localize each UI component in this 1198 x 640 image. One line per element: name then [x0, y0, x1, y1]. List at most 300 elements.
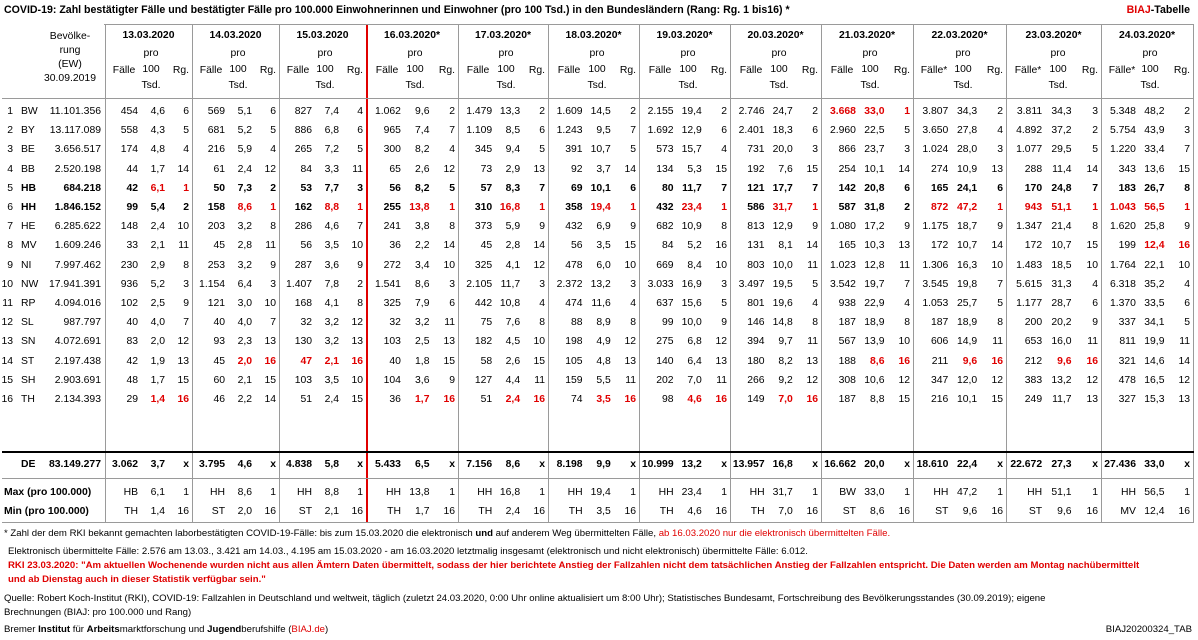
cell-cases: 188: [838, 355, 856, 367]
cell-rank: 4: [1184, 278, 1190, 290]
cell-rank: 15: [264, 374, 276, 386]
header-pro-100: 100: [679, 64, 697, 75]
cell-cases: 310: [474, 202, 493, 213]
cell-cases: 134: [656, 163, 674, 175]
cell-rank: 1: [1092, 202, 1098, 213]
cell-cases: 187: [931, 317, 949, 329]
cell-per-100k: 35,2: [1144, 278, 1165, 290]
cell-cases: 180: [747, 355, 765, 367]
cell-per-100k: 7,6: [505, 317, 521, 329]
cell-cases: 98: [662, 394, 674, 405]
cell-per-100k: 1,7: [415, 394, 430, 405]
max-rank: 1: [449, 487, 455, 498]
cell-per-100k: 13,6: [1144, 163, 1165, 175]
row-number: 11: [2, 298, 13, 309]
cell-rank: 3: [357, 182, 363, 194]
cell-per-100k: 6,4: [687, 355, 702, 367]
cell-cases: 586: [747, 202, 765, 213]
total-per-100k: 6,5: [415, 459, 430, 470]
total-cases: 7.156: [466, 459, 493, 470]
cell-rank: 4: [812, 298, 818, 309]
row-population: 6.285.622: [54, 221, 101, 233]
total-rank: x: [183, 459, 189, 470]
max-value: 6,1: [150, 487, 166, 498]
cell-rank: 14: [1086, 163, 1098, 175]
row-state-code: NW: [21, 278, 39, 290]
cell-cases: 1.243: [556, 125, 583, 137]
cell-per-100k: 3,4: [415, 259, 430, 271]
header-date-11: 23.03.2020*: [1025, 30, 1082, 41]
cell-cases: 1.154: [199, 278, 226, 290]
cell-rank: 5: [357, 144, 363, 156]
cell-cases: 42: [126, 355, 139, 367]
min-state: MV: [1120, 506, 1136, 517]
cell-cases: 3.811: [1016, 106, 1043, 117]
header-pro-100: Tsd.: [228, 80, 248, 91]
cell-cases: 50: [213, 182, 226, 194]
header-faelle: Fälle: [648, 65, 672, 76]
row-state-code: TH: [21, 394, 35, 405]
cell-per-100k: 23,4: [681, 202, 702, 213]
row-number: 1: [7, 106, 13, 117]
cell-cases: 3.542: [829, 278, 856, 290]
cell-per-100k: 48,2: [1144, 106, 1165, 117]
header-pro-100: Tsd.: [315, 80, 335, 91]
row-state-code: HB: [21, 182, 37, 194]
cell-per-100k: 7,3: [237, 182, 253, 194]
cell-rank: 8: [270, 221, 276, 233]
cell-cases: 391: [565, 144, 583, 156]
cell-cases: 345: [474, 144, 493, 156]
cell-cases: 1.109: [466, 125, 493, 137]
min-state: ST: [298, 506, 313, 517]
cell-per-100k: 16,8: [499, 202, 521, 213]
header-pro-100: 100: [770, 64, 788, 75]
cell-cases: 130: [294, 336, 313, 348]
cell-rank: 5: [812, 278, 818, 290]
cell-per-100k: 18,9: [864, 317, 885, 329]
cell-rank: 8: [1184, 182, 1190, 194]
cell-rank: 13: [177, 355, 189, 367]
cell-rank: 6: [630, 182, 636, 194]
total-rank: x: [357, 459, 363, 470]
cell-cases: 5.348: [1109, 106, 1136, 117]
cell-rank: 10: [715, 259, 727, 271]
min-rank: 16: [351, 506, 363, 517]
cell-cases: 187: [838, 317, 856, 329]
page-title: COVID-19: Zahl bestätigter Fälle und bestätigter Fälle pro 100.000 Einwohnerinnen und Einwohner (pro 100 Tsd.) in den Bundesländern (Rang: Rg. 1 bis16) *: [4, 4, 790, 16]
cell-cases: 4.892: [1016, 125, 1043, 137]
cell-rank: 1: [449, 202, 455, 213]
total-rank: x: [997, 459, 1003, 470]
cell-cases: 275: [656, 336, 674, 348]
cell-per-100k: 2,9: [150, 259, 166, 271]
max-value: 19,4: [590, 487, 611, 498]
cell-rank: 13: [806, 355, 818, 367]
cell-per-100k: 10,7: [590, 144, 611, 156]
cell-rank: 4: [449, 144, 455, 156]
header-date-7: 19.03.2020*: [656, 30, 713, 41]
header-pro-100: Tsd.: [860, 80, 880, 91]
cell-rank: 1: [357, 202, 363, 213]
cell-rank: 8: [1092, 221, 1098, 233]
row-population: 3.656.517: [54, 144, 101, 156]
header-faelle: Fälle*: [1108, 65, 1136, 76]
total-per-100k: 33,0: [1144, 459, 1165, 470]
cell-cases: 3.497: [738, 278, 765, 290]
row-population: 987.797: [63, 317, 101, 329]
header-date-8: 20.03.2020*: [747, 30, 804, 41]
cell-rank: 1: [183, 182, 189, 194]
cell-per-100k: 9,4: [505, 144, 521, 156]
cell-per-100k: 4,3: [150, 125, 166, 137]
cell-rank: 5: [449, 182, 455, 194]
max-value: 13,8: [409, 487, 430, 498]
max-rank: 1: [357, 487, 363, 498]
cell-rank: 15: [991, 394, 1003, 405]
cell-per-100k: 7,9: [415, 298, 430, 309]
cell-rank: 9: [904, 221, 910, 233]
cell-per-100k: 10,1: [956, 394, 978, 405]
cell-per-100k: 2,2: [415, 240, 430, 252]
cell-rank: 3: [630, 278, 636, 290]
cell-per-100k: 19,6: [772, 298, 793, 309]
cell-per-100k: 19,9: [1144, 336, 1165, 348]
row-state-code: BW: [21, 106, 38, 117]
cell-rank: 7: [721, 182, 727, 194]
header-rank: Rg.: [801, 65, 818, 76]
cell-rank: 16: [715, 240, 727, 252]
max-value: 51,1: [1051, 487, 1072, 498]
cell-rank: 15: [177, 374, 189, 386]
cell-rank: 11: [1087, 336, 1098, 348]
cell-per-100k: 19,5: [772, 278, 793, 290]
cell-rank: 8: [357, 298, 363, 309]
cell-per-100k: 20,8: [864, 182, 885, 194]
cell-rank: 6: [904, 182, 910, 194]
cell-per-100k: 2,8: [237, 240, 253, 252]
min-value: 1,4: [150, 506, 166, 517]
cell-rank: 14: [991, 240, 1003, 252]
cell-rank: 4: [630, 298, 636, 309]
cell-cases: 80: [662, 182, 674, 194]
header-rank: Rg.: [438, 65, 455, 76]
cell-rank: 6: [539, 125, 545, 137]
cell-per-100k: 3,2: [237, 221, 253, 233]
cell-cases: 327: [1118, 394, 1136, 405]
cell-cases: 813: [747, 221, 765, 233]
cell-rank: 16: [533, 394, 545, 405]
cell-cases: 146: [747, 317, 765, 329]
row-population: 1.609.246: [54, 240, 101, 252]
header-pro-100: Tsd.: [678, 80, 698, 91]
cell-cases: 56: [300, 240, 313, 252]
min-state: TH: [124, 506, 139, 517]
cell-per-100k: 6,0: [596, 259, 611, 271]
total-per-100k: 13,2: [681, 459, 702, 470]
cell-cases: 669: [656, 259, 674, 271]
cell-per-100k: 4,6: [324, 221, 340, 233]
cell-rank: 10: [898, 336, 910, 348]
cell-rank: 6: [1092, 298, 1098, 309]
max-state: HH: [1027, 487, 1043, 498]
cell-cases: 432: [565, 221, 583, 233]
cell-cases: 42: [126, 182, 139, 194]
cell-rank: 5: [997, 298, 1003, 309]
total-cases: 5.433: [374, 459, 401, 470]
cell-per-100k: 6,8: [687, 336, 702, 348]
cell-per-100k: 4,0: [237, 317, 253, 329]
cell-cases: 159: [565, 374, 583, 386]
total-cases: 16.662: [824, 459, 856, 470]
min-value: 2,0: [237, 506, 253, 517]
header-rank: Rg.: [619, 65, 636, 76]
total-rank: x: [449, 459, 455, 470]
cell-cases: 73: [480, 163, 493, 175]
cell-per-100k: 9,6: [962, 355, 978, 367]
cell-cases: 587: [838, 202, 856, 213]
cell-per-100k: 31,3: [1051, 278, 1072, 290]
cell-per-100k: 9,6: [1057, 355, 1072, 367]
min-rank: 16: [715, 506, 727, 517]
total-per-100k: 4,6: [237, 459, 253, 470]
cell-cases: 3.668: [829, 106, 856, 117]
cell-rank: 16: [991, 355, 1003, 367]
cell-rank: 3: [1184, 125, 1190, 137]
cell-rank: 1: [812, 202, 818, 213]
cell-per-100k: 7,0: [687, 374, 702, 386]
cell-per-100k: 12,0: [956, 374, 978, 386]
cell-rank: 3: [449, 278, 455, 290]
row-number: 14: [1, 355, 13, 367]
cell-rank: 16: [624, 394, 636, 405]
cell-rank: 5: [1184, 317, 1190, 329]
cell-rank: 1: [1184, 202, 1190, 213]
cell-per-100k: 2,1: [150, 240, 166, 252]
cell-per-100k: 8,8: [324, 202, 340, 213]
cell-cases: 61: [213, 163, 226, 175]
cell-cases: 58: [480, 355, 493, 367]
header-pro-100: 100: [1049, 64, 1067, 75]
max-value: 8,8: [324, 487, 340, 498]
header-faelle: Fälle: [830, 65, 854, 76]
cell-cases: 165: [838, 240, 856, 252]
header-pro-100: pro: [1142, 48, 1158, 59]
min-state: ST: [1028, 506, 1043, 517]
cell-per-100k: 2,5: [415, 336, 430, 348]
cell-cases: 45: [213, 240, 226, 252]
cell-rank: 7: [997, 278, 1003, 290]
cell-per-100k: 7,7: [324, 182, 340, 194]
cell-per-100k: 13,2: [590, 278, 611, 290]
cell-cases: 1.479: [466, 106, 493, 117]
min-value: 7,0: [778, 506, 793, 517]
cell-per-100k: 16,5: [1144, 374, 1165, 386]
footnote-2: Elektronisch übermittelte Fälle: 2.576 am 13.03., 3.421 am 14.03., 4.195 am 15.03.2020 - am 16.03.2020 letztmalig insgesamt (elektronisch und nicht elektronisch) übermittelte Fälle: 6.012.: [8, 546, 808, 557]
cell-rank: 10: [264, 298, 276, 309]
cell-per-100k: 4,1: [324, 298, 340, 309]
cell-per-100k: 8,8: [870, 394, 885, 405]
min-value: 4,6: [687, 506, 702, 517]
cell-cases: 938: [838, 298, 856, 309]
cell-per-100k: 22,1: [1144, 259, 1165, 271]
cell-per-100k: 8,6: [870, 355, 885, 367]
cell-cases: 325: [474, 259, 493, 271]
cell-cases: 637: [656, 298, 674, 309]
total-cases: 13.957: [732, 459, 765, 470]
cell-rank: 2: [449, 106, 455, 117]
cell-cases: 965: [383, 125, 401, 137]
cell-cases: 1.347: [1016, 221, 1043, 233]
cell-rank: 12: [1086, 374, 1098, 386]
cell-rank: 15: [443, 355, 455, 367]
cell-rank: 7: [1092, 182, 1098, 194]
row-number: 3: [7, 144, 13, 156]
cell-rank: 7: [449, 125, 455, 137]
cell-rank: 3: [721, 278, 727, 290]
footnote-3: RKI 23.03.2020: "Am aktuellen Wochenende wurden nicht aus allen Ämtern Daten übermittelt, sodass der hier berichtete Anstieg der Fallzahlen nicht dem tatsächlichen Anstieg der Fallzahlen entspricht. Die Daten werden am Montag nachübermittelt: [8, 560, 1140, 571]
cell-cases: 1.077: [1016, 144, 1043, 156]
max-state: HH: [210, 487, 226, 498]
cell-rank: 1: [539, 202, 545, 213]
cell-cases: 249: [1024, 394, 1043, 405]
cell-per-100k: 16,0: [1051, 336, 1072, 348]
header-faelle: Fälle*: [1014, 65, 1042, 76]
cell-rank: 2: [539, 106, 545, 117]
max-state: HH: [297, 487, 313, 498]
cell-cases: 1.023: [829, 259, 856, 271]
cell-per-100k: 2,5: [150, 298, 166, 309]
cell-per-100k: 9,6: [415, 106, 430, 117]
cell-per-100k: 24,1: [956, 182, 978, 194]
cell-per-100k: 18,9: [956, 317, 978, 329]
cell-per-100k: 29,5: [1051, 144, 1072, 156]
max-state: HH: [749, 487, 765, 498]
cell-rank: 12: [264, 163, 276, 175]
cell-cases: 84: [300, 163, 313, 175]
min-state: TH: [568, 506, 583, 517]
cell-per-100k: 4,0: [150, 317, 166, 329]
cell-cases: 321: [1118, 355, 1136, 367]
cell-cases: 606: [931, 336, 949, 348]
cell-rank: 6: [357, 125, 363, 137]
cell-per-100k: 1,9: [150, 355, 166, 367]
cell-rank: 2: [183, 202, 189, 213]
max-value: 16,8: [499, 487, 521, 498]
cell-cases: 202: [656, 374, 674, 386]
cell-per-100k: 14,9: [956, 336, 978, 348]
cell-rank: 14: [1178, 355, 1190, 367]
cell-per-100k: 2,4: [237, 163, 253, 175]
cell-rank: 12: [991, 374, 1003, 386]
header-pro-100: pro: [1050, 48, 1066, 59]
cell-per-100k: 5,4: [150, 202, 166, 213]
cell-rank: 3: [812, 144, 818, 156]
cell-cases: 212: [1024, 355, 1043, 367]
cell-cases: 3.650: [922, 125, 949, 137]
cell-per-100k: 16,3: [956, 259, 978, 271]
cell-per-100k: 33,0: [864, 106, 885, 117]
cell-per-100k: 1,8: [415, 355, 430, 367]
cell-per-100k: 22,9: [864, 298, 885, 309]
total-rank: x: [721, 459, 727, 470]
header-pro-100: Tsd.: [769, 80, 789, 91]
cell-rank: 14: [443, 240, 455, 252]
footnote-4: und ab Dienstag auch in dieser Statistik verfügbar sein.": [8, 574, 266, 585]
cell-rank: 14: [264, 394, 276, 405]
cell-per-100k: 2,1: [324, 355, 340, 367]
cell-cases: 168: [294, 298, 313, 309]
row-number: 15: [1, 374, 13, 386]
cell-rank: 15: [806, 163, 818, 175]
cell-per-100k: 8,9: [596, 317, 611, 329]
cell-cases: 187: [838, 394, 856, 405]
table-bottom-line: [2, 522, 1194, 523]
cell-per-100k: 10,9: [956, 163, 978, 175]
cell-per-100k: 5,3: [687, 163, 702, 175]
cell-rank: 5: [630, 144, 636, 156]
max-rank: 1: [721, 487, 727, 498]
cell-per-100k: 5,2: [687, 240, 702, 252]
cell-cases: 148: [120, 221, 139, 233]
cell-rank: 16: [1086, 355, 1098, 367]
max-state: HH: [477, 487, 493, 498]
cell-cases: 174: [120, 144, 139, 156]
header-pro-100: Tsd.: [405, 80, 425, 91]
cell-per-100k: 15,6: [681, 298, 702, 309]
cell-cases: 373: [474, 221, 493, 233]
row-number: 7: [7, 221, 13, 233]
cell-per-100k: 7,0: [778, 394, 793, 405]
max-rank: 1: [904, 487, 910, 498]
header-date-4: 16.03.2020*: [383, 30, 441, 41]
cell-cases: 3.545: [922, 278, 949, 290]
row-population: 684.218: [63, 182, 101, 194]
cell-cases: 347: [931, 374, 949, 386]
total-per-100k: 22,4: [956, 459, 978, 470]
cell-cases: 2.401: [738, 125, 765, 137]
cell-cases: 102: [120, 298, 139, 309]
cell-cases: 653: [1024, 336, 1043, 348]
cell-rank: 16: [443, 394, 455, 405]
header-pro-100: Tsd.: [141, 80, 161, 91]
cell-cases: 253: [207, 259, 226, 271]
cell-rank: 11: [534, 374, 545, 386]
max-value: 33,0: [864, 487, 885, 498]
cell-rank: 6: [997, 182, 1003, 194]
cell-cases: 358: [565, 202, 583, 213]
cell-per-100k: 2,3: [237, 336, 253, 348]
cell-per-100k: 13,8: [409, 202, 430, 213]
cell-rank: 11: [352, 163, 363, 175]
row-number: 13: [1, 336, 13, 348]
cell-cases: 943: [1024, 202, 1043, 213]
cell-cases: 45: [480, 240, 493, 252]
header-population-line: (EW): [58, 59, 82, 70]
max-rank: 1: [630, 487, 636, 498]
cell-per-100k: 9,7: [778, 336, 793, 348]
cell-cases: 288: [1024, 163, 1043, 175]
cell-rank: 10: [351, 240, 363, 252]
cell-rank: 3: [539, 278, 545, 290]
cell-rank: 13: [351, 336, 363, 348]
total-rank: x: [630, 459, 636, 470]
cell-rank: 10: [177, 221, 189, 233]
cell-cases: 199: [1118, 240, 1136, 252]
cell-rank: 4: [183, 144, 189, 156]
min-rank: 16: [1178, 506, 1190, 517]
cell-rank: 4: [721, 144, 727, 156]
